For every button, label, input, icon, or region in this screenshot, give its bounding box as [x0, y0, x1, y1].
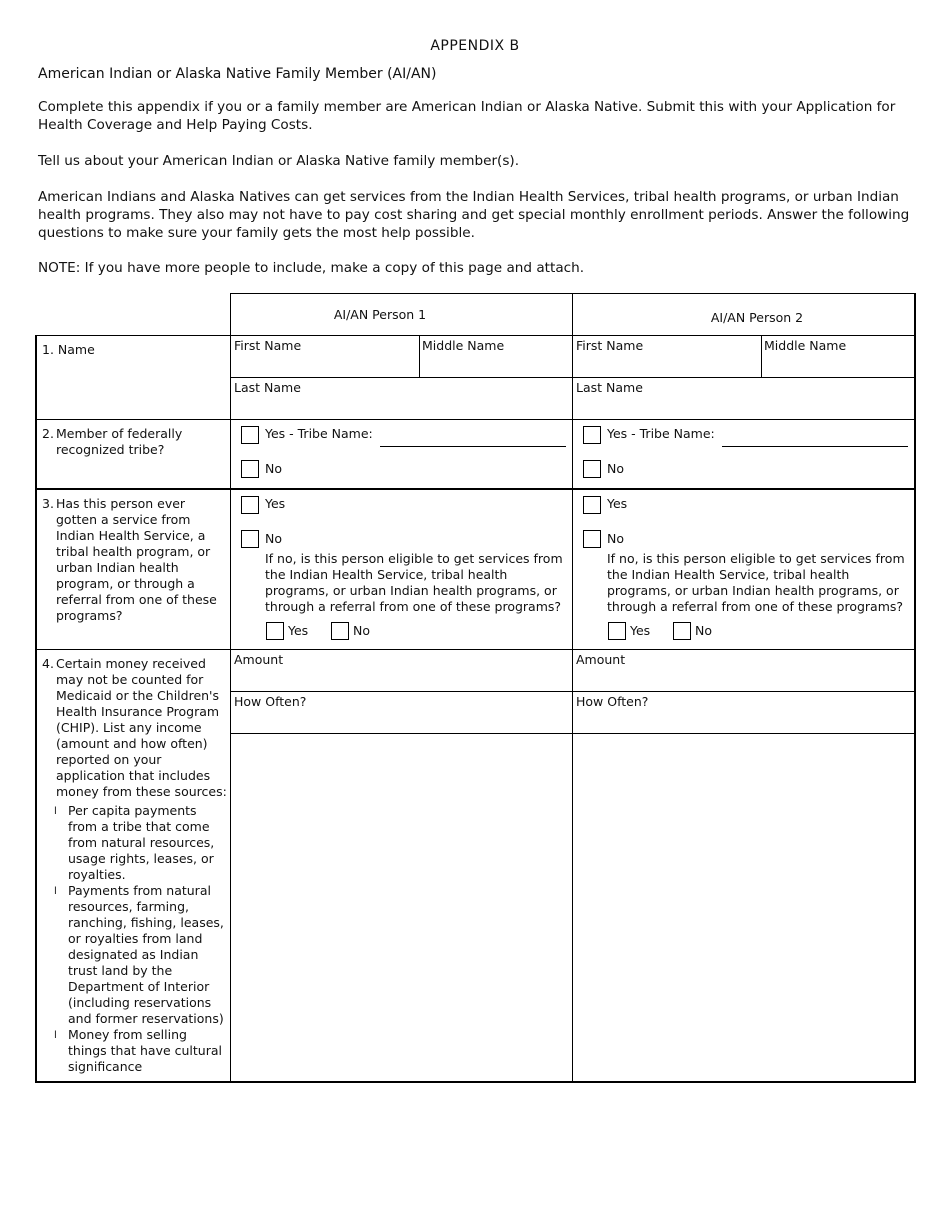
p1-tribe-name-field[interactable] — [380, 446, 566, 447]
p2-tribe-yes-label: Yes - Tribe Name: — [607, 426, 715, 441]
q1-label: 1. Name — [42, 342, 95, 357]
q4-source-list — [54, 803, 226, 1075]
note-text: NOTE: If you have more people to include, make a copy of this page and attach. — [38, 260, 585, 276]
grid-line — [572, 293, 573, 1082]
page-title: APPENDIX B — [430, 38, 520, 54]
grid-line — [35, 649, 915, 650]
p1-tribe-yes-label: Yes - Tribe Name: — [265, 426, 373, 441]
p1-eligibility-question: If no, is this person eligible to get services from the Indian Health Service, tribal health programs, or urban Indian health programs, or through a referral from one of these programs? — [265, 551, 563, 614]
p2-tribe-no-checkbox[interactable] — [583, 460, 601, 478]
q4-source-text: Per capita payments from a tribe that come from natural resources, usage rights, leases, or royalties. — [68, 803, 215, 882]
p1-eligible-yes-checkbox[interactable] — [266, 622, 284, 640]
q4-source-text: Money from selling things that have cultural significance — [68, 1027, 223, 1074]
p1-service-yes-label: Yes — [265, 496, 286, 511]
grid-line — [35, 335, 37, 1082]
p1-last-name-field[interactable]: Last Name — [234, 380, 301, 395]
p2-middle-name-field[interactable]: Middle Name — [764, 338, 847, 353]
q4-source-item — [54, 1027, 226, 1075]
p2-first-name-field[interactable]: First Name — [576, 338, 644, 353]
grid-line — [35, 419, 915, 420]
p2-last-name-field[interactable]: Last Name — [576, 380, 643, 395]
p2-eligible-yes-label: Yes — [630, 623, 651, 638]
form-subtitle: American Indian or Alaska Native Family Member (AI/AN) — [38, 66, 437, 82]
p1-amount-field[interactable]: Amount — [234, 652, 284, 667]
q2-number: 2. — [42, 426, 54, 441]
p1-tribe-yes-checkbox[interactable] — [241, 426, 259, 444]
p2-service-yes-label: Yes — [607, 496, 628, 511]
intro-paragraph-2: Tell us about your American Indian or Alaska Native family member(s). — [38, 153, 520, 169]
grid-line — [35, 335, 915, 336]
grid-line — [419, 335, 420, 377]
intro-paragraph-3: American Indians and Alaska Natives can get services from the Indian Health Services, tribal health programs, or urban Indian health programs. They also may not have to pay cost sharing and get special monthly enrollment periods. Answer the following questions to make sure your family gets the most help possible. — [38, 189, 910, 241]
p2-tribe-yes-checkbox[interactable] — [583, 426, 601, 444]
q3-number: 3. — [42, 496, 54, 511]
p1-tribe-no-checkbox[interactable] — [241, 460, 259, 478]
p2-eligible-no-label: No — [695, 623, 712, 638]
p1-service-yes-checkbox[interactable] — [241, 496, 259, 514]
p1-eligible-no-label: No — [353, 623, 370, 638]
p1-middle-name-field[interactable]: Middle Name — [422, 338, 505, 353]
grid-line — [914, 293, 916, 1082]
q2-label: Member of federally recognized tribe? — [56, 426, 183, 457]
q4-source-item — [54, 803, 226, 883]
p2-how-often-field[interactable]: How Often? — [576, 694, 649, 709]
p2-service-yes-checkbox[interactable] — [583, 496, 601, 514]
q3-label: Has this person ever gotten a service from Indian Health Service, a tribal health program, or urban Indian health program, or through a referral from one of these programs? — [56, 496, 217, 623]
p2-eligible-no-checkbox[interactable] — [673, 622, 691, 640]
intro-paragraph-1: Complete this appendix if you or a family member are American Indian or Alaska Native. Submit this with your Application for Health Coverage and Help Paying Costs. — [38, 99, 896, 133]
grid-line — [230, 293, 231, 1082]
p1-service-no-label: No — [265, 531, 282, 546]
person1-header: AI/AN Person 1 — [333, 307, 427, 322]
grid-line — [35, 1081, 916, 1083]
q4-label: Certain money received may not be counted for Medicaid or the Children's Health Insurance Program (CHIP). List any income (amount and how often) reported on your application that includes money from these sources: — [56, 656, 227, 799]
p1-tribe-no-label: No — [265, 461, 282, 476]
grid-line — [761, 335, 762, 377]
p2-eligible-yes-checkbox[interactable] — [608, 622, 626, 640]
p2-service-no-label: No — [607, 531, 624, 546]
p2-tribe-no-label: No — [607, 461, 624, 476]
grid-line — [35, 488, 915, 490]
p2-amount-field[interactable]: Amount — [576, 652, 626, 667]
p1-service-no-checkbox[interactable] — [241, 530, 259, 548]
p1-how-often-field[interactable]: How Often? — [234, 694, 307, 709]
p2-eligibility-question: If no, is this person eligible to get services from the Indian Health Service, tribal health programs, or urban Indian health programs, or through a referral from one of these programs? — [607, 551, 905, 614]
q4-number: 4. — [42, 656, 54, 671]
q4-source-item — [54, 883, 226, 1027]
bullet-mark: l — [54, 1030, 57, 1041]
p2-tribe-name-field[interactable] — [722, 446, 908, 447]
person2-header: AI/AN Person 2 — [710, 310, 804, 325]
p1-eligible-no-checkbox[interactable] — [331, 622, 349, 640]
bullet-mark: l — [54, 886, 57, 897]
p1-first-name-field[interactable]: First Name — [234, 338, 302, 353]
p1-eligible-yes-label: Yes — [288, 623, 309, 638]
bullet-mark: l — [54, 806, 57, 817]
p2-service-no-checkbox[interactable] — [583, 530, 601, 548]
q4-source-text: Payments from natural resources, farming, ranching, fishing, leases, or royalties from land designated as Indian trust land by the Department of Interior (including reservations and former reservations) — [68, 883, 224, 1026]
